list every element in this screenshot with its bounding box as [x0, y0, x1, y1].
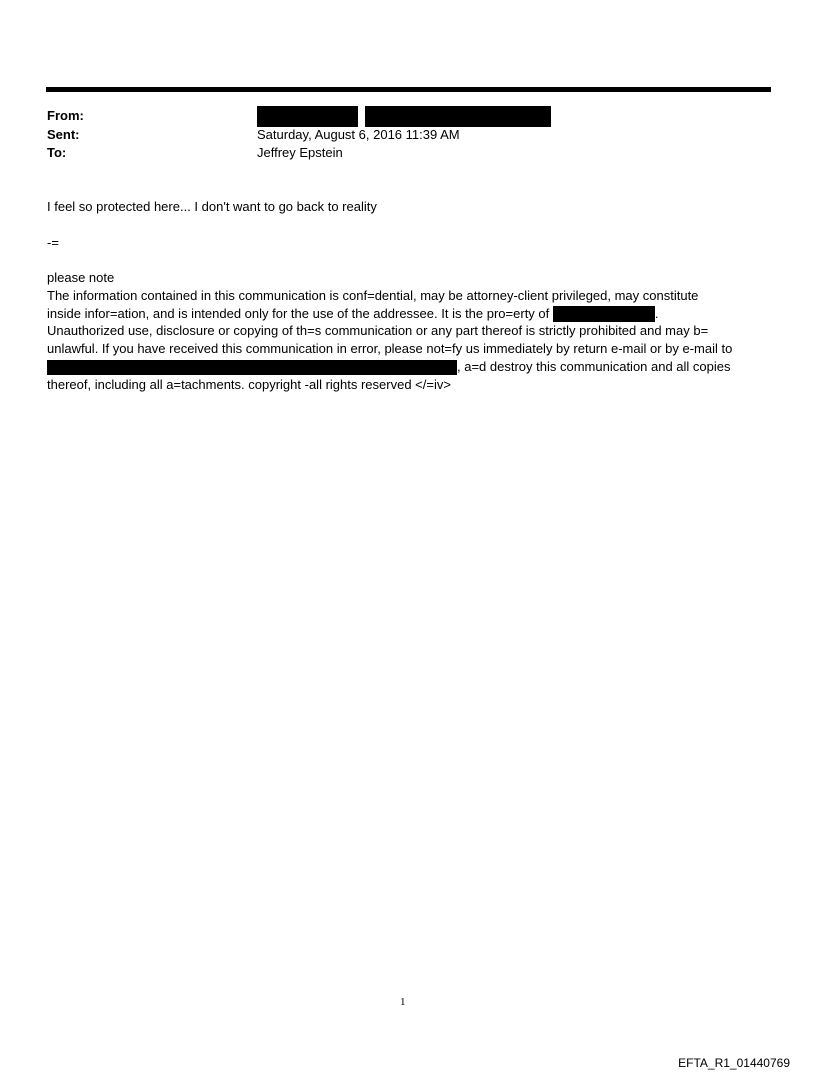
- disclaimer-text: inside infor=ation, and is intended only for the use of the addressee. It is the pro=erty of: [47, 305, 550, 321]
- disclaimer-text: , a=d destroy this communication and all copies: [457, 358, 731, 374]
- message-body: [47, 198, 782, 216]
- message-line: I feel so protected here... I don't want to go back to reality: [47, 199, 377, 214]
- disclaimer-line: thereof, including all a=tachments. copyright -all rights reserved </=iv>: [47, 376, 451, 392]
- to-value: Jeffrey Epstein: [257, 145, 343, 160]
- separator-line: -=: [47, 235, 59, 250]
- disclaimer-line: The information contained in this communication is conf=dential, may be attorney-client privileged, may constitute: [47, 287, 699, 303]
- redaction-block: [365, 106, 551, 127]
- disclaimer-line: Unauthorized use, disclosure or copying of th=s communication or any part thereof is strictly prohibited and may b=: [47, 323, 709, 339]
- redaction-block: [257, 106, 358, 127]
- to-label: To:: [47, 145, 67, 160]
- sent-label: Sent:: [47, 127, 80, 142]
- from-label: From:: [47, 108, 84, 123]
- header-rule: [46, 87, 771, 92]
- separator-text: [47, 234, 782, 252]
- disclaimer-line: unlawful. If you have received this communication in error, please not=fy us immediately by return e-mail or by e-mail to: [47, 341, 733, 357]
- document-id: EFTA_R1_01440769: [678, 1056, 790, 1070]
- disclaimer-text: .: [654, 305, 659, 321]
- disclaimer-heading: please note: [47, 270, 115, 285]
- redaction-block: [47, 360, 457, 375]
- disclaimer-line: [47, 305, 782, 323]
- redaction-block: [553, 306, 655, 322]
- disclaimer-line: [47, 358, 782, 376]
- disclaimer: [47, 269, 782, 394]
- sent-value: Saturday, August 6, 2016 11:39 AM: [257, 127, 460, 142]
- from-value: [257, 106, 551, 127]
- page-number: 1: [400, 996, 406, 1008]
